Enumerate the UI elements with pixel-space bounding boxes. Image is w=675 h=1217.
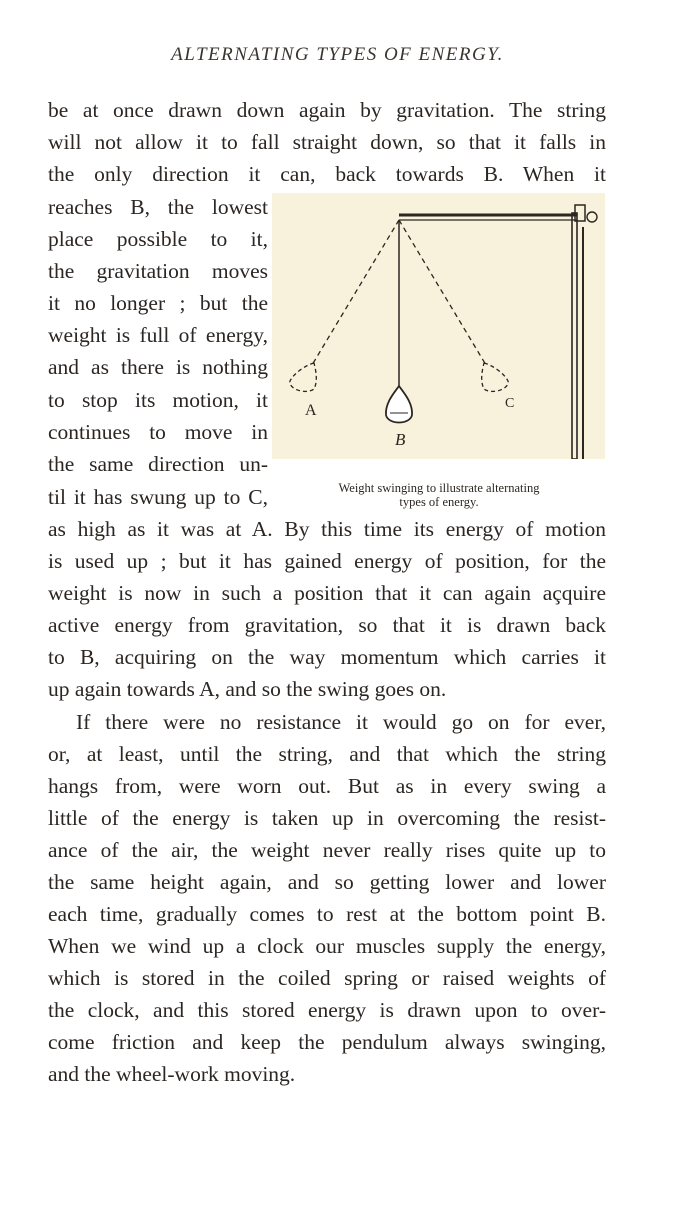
text-line: the gravitation moves xyxy=(48,259,268,283)
text-line: is used up ; but it has gained energy of position, for the xyxy=(48,549,606,573)
text-line: If there were no resistance it would go on for ever, xyxy=(76,710,606,734)
running-head: ALTERNATING TYPES OF ENERGY. xyxy=(171,44,504,65)
text-line: to B, acquiring on the way momentum which carries it xyxy=(48,645,606,669)
text-line: continues to move in xyxy=(48,420,268,444)
text-line: the only direction it can, back towards B. When it xyxy=(48,162,606,186)
text-line: the same height again, and so getting lower and lower xyxy=(48,870,606,894)
text-line: the same direction un- xyxy=(48,452,268,476)
text-line: active energy from gravitation, so that it is drawn back xyxy=(48,613,606,637)
text-line: and as there is nothing xyxy=(48,355,268,379)
weight-a-dashed-icon xyxy=(290,363,316,391)
knob-icon xyxy=(587,212,597,222)
text-line: and the wheel-work moving. xyxy=(48,1062,296,1086)
text-line: When we wind up a clock our muscles supply the energy, xyxy=(48,934,606,958)
string-c-dashed xyxy=(399,220,486,365)
text-line: ance of the air, the weight never really rises quite up to xyxy=(48,838,606,862)
text-line: reaches B, the lowest xyxy=(48,195,268,219)
upright-post xyxy=(572,213,577,459)
caption-line: Weight swinging to illustrate alternating xyxy=(338,481,540,495)
text-line: be at once drawn down again by gravitation. The string xyxy=(48,98,606,122)
text-line: weight is now in such a position that it can again açquire xyxy=(48,581,606,605)
text-line: place possible to it, xyxy=(48,227,268,251)
text-line: weight is full of energy, xyxy=(48,323,268,347)
string-a-dashed xyxy=(312,220,399,365)
text-line: each time, gradually comes to rest at the bottom point B. xyxy=(48,902,606,926)
text-line: as high as it was at A. By this time its energy of motion xyxy=(48,517,606,541)
text-line: til it has swung up to C, xyxy=(48,485,268,509)
pendulum-figure xyxy=(272,193,605,459)
label-c: C xyxy=(505,396,515,411)
text-line: hangs from, were worn out. But as in every swing a xyxy=(48,774,606,798)
text-line: which is stored in the coiled spring or raised weights of xyxy=(48,966,606,990)
text-line: or, at least, until the string, and that which the string xyxy=(48,742,606,766)
text-line: up again towards A, and so the swing goes on. xyxy=(48,677,447,701)
text-line: to stop its motion, it xyxy=(48,388,268,412)
text-line: come friction and keep the pendulum always swinging, xyxy=(48,1030,606,1054)
label-a: A xyxy=(305,402,317,419)
weight-c-dashed-icon xyxy=(482,363,508,391)
caption-line: types of energy. xyxy=(399,495,479,509)
text-line: it no longer ; but the xyxy=(48,291,268,315)
pendulum-illustration xyxy=(272,193,605,459)
figure-caption xyxy=(296,481,582,509)
text-line: the clock, and this stored energy is drawn upon to over- xyxy=(48,998,606,1022)
label-b: B xyxy=(395,430,406,449)
text-line: will not allow it to fall straight down, so that it falls in xyxy=(48,130,606,154)
text-line: little of the energy is taken up in overcoming the resist- xyxy=(48,806,606,830)
weight-b-icon xyxy=(386,386,412,423)
